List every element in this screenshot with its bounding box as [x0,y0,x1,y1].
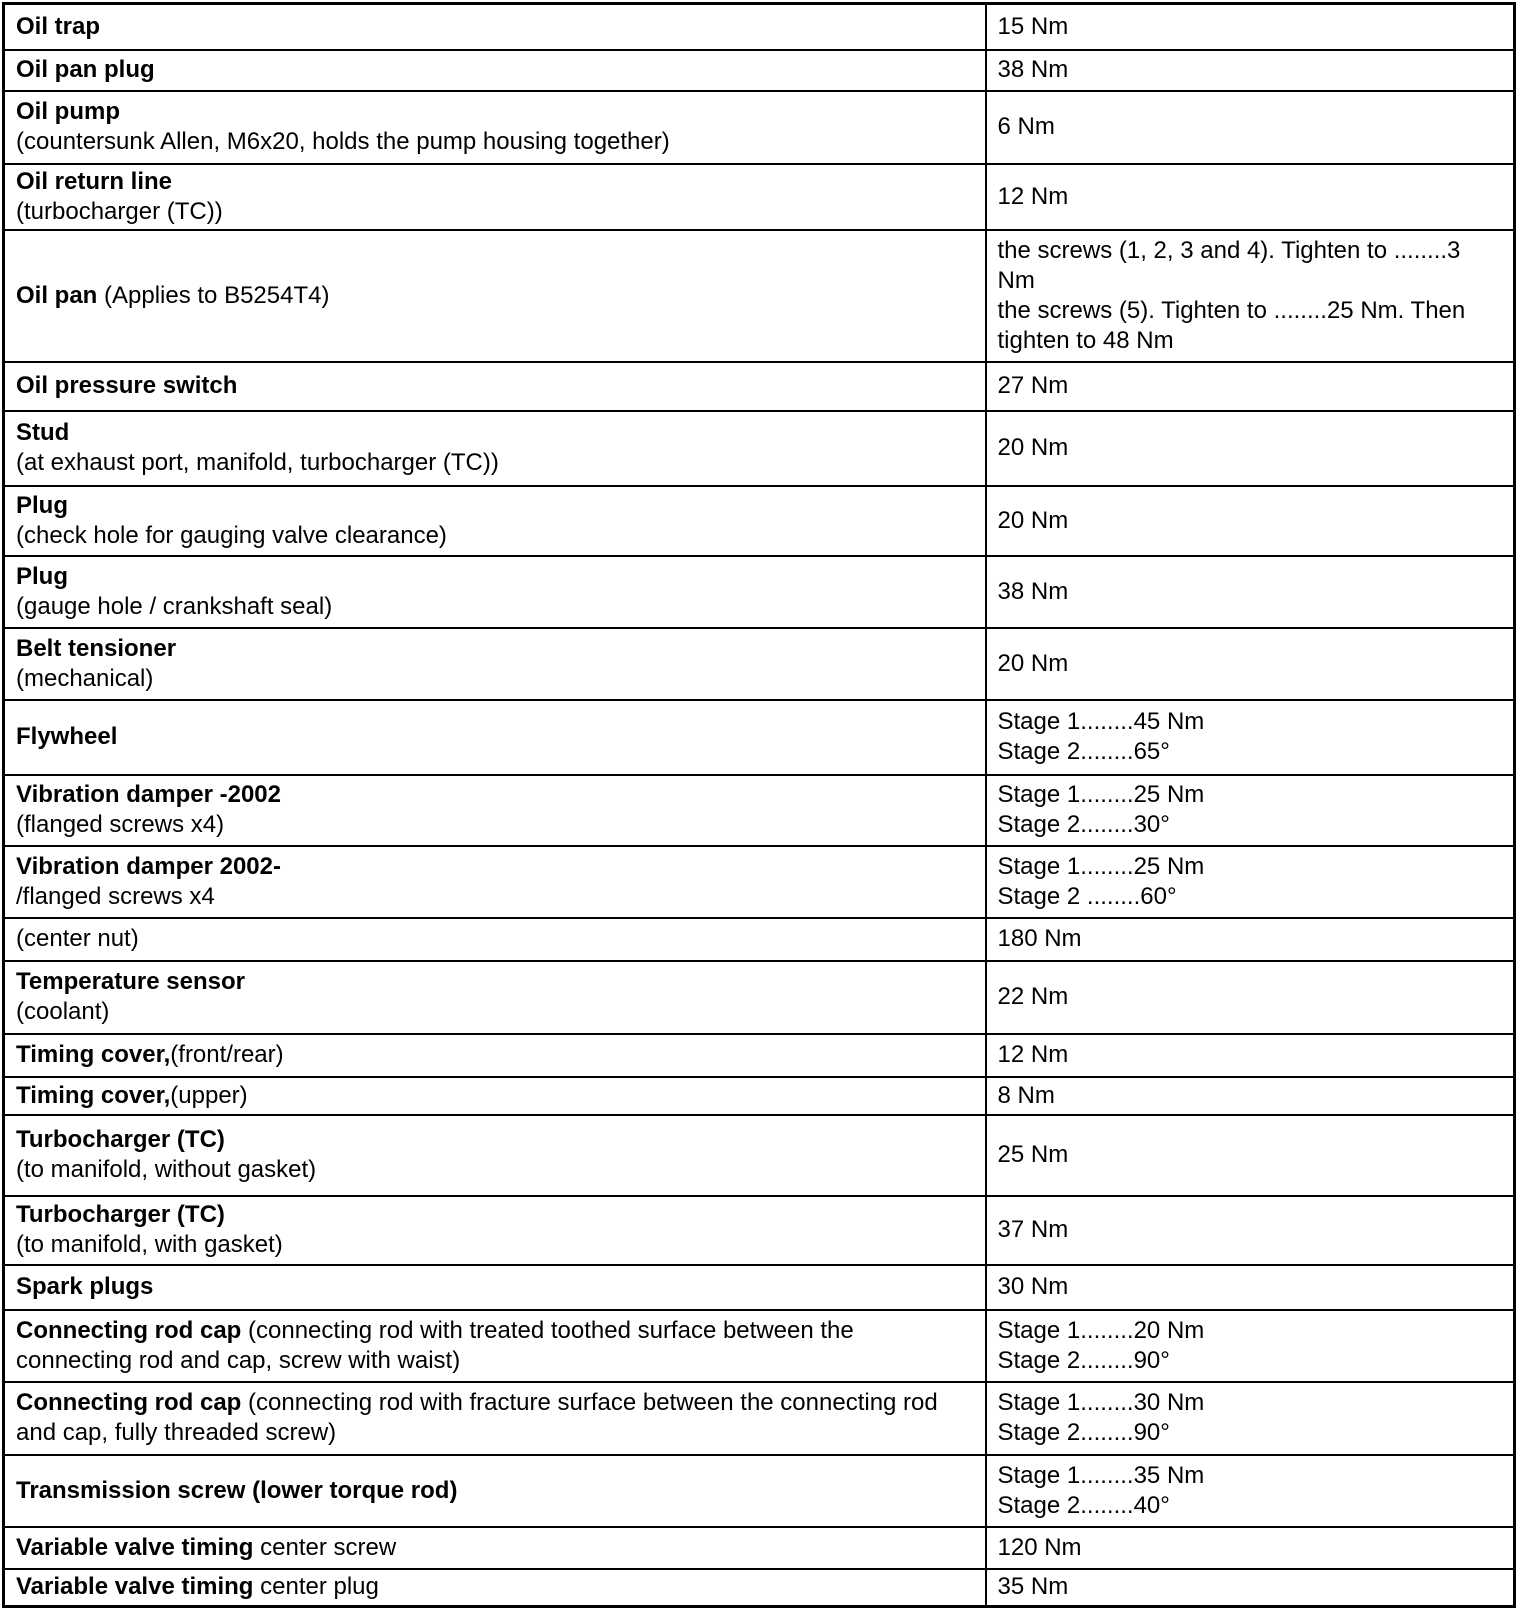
table-row [4,91,1515,164]
torque-cell [986,486,1515,556]
text-line [998,296,1506,326]
component-name-text: Variable valve timing [16,1533,254,1561]
torque-cell [986,700,1515,775]
text-line [16,1316,977,1346]
component-name-text: Oil trap [16,12,101,40]
component-name-text: Turbocharger (TC) [16,1201,225,1228]
table-row [4,846,1515,918]
description-text: (center nut) [16,925,139,952]
torque-cell [986,961,1515,1034]
component-cell [4,1527,986,1569]
component-name-text: Vibration damper 2002- [16,852,281,880]
text-line [16,97,977,127]
text-line [998,1215,1506,1245]
text-line [998,55,1506,85]
text-line [998,1346,1506,1376]
table-row [4,628,1515,700]
description-text: 8 Nm [997,1081,1055,1109]
component-name-text: Oil pressure switch [16,372,238,399]
text-line [998,266,1506,296]
text-line [998,1081,1506,1111]
text-line [16,634,977,664]
torque-cell [986,50,1515,91]
description-text: 25 Nm [997,1141,1069,1168]
component-cell [4,1455,986,1527]
text-line [998,1316,1506,1346]
description-text: 20 Nm [997,434,1069,461]
table-row [4,775,1515,846]
torque-cell [986,775,1515,846]
component-cell [4,775,986,846]
component-name-text: Stud [16,419,70,446]
description-text: (Applies to B5254T4) [97,281,330,309]
description-text: Stage 2 ........60° [997,882,1177,910]
torque-cell [986,1196,1515,1265]
description-text: (connecting rod with treated toothed surface between the [241,1316,854,1344]
component-cell [4,230,986,362]
description-text: (upper) [170,1081,248,1109]
component-name-text: Timing cover, [16,1081,171,1109]
table-row [4,362,1515,411]
component-cell [4,486,986,556]
description-text: 37 Nm [997,1216,1069,1243]
table-row [4,1455,1515,1527]
component-name-text: Connecting rod cap [16,1316,242,1344]
component-cell [4,556,986,628]
description-text: connecting rod and cap, screw with waist) [16,1346,461,1374]
description-text: Stage 1........45 Nm [997,708,1205,735]
description-text: and cap, fully threaded screw) [16,1419,337,1446]
table-row [4,1569,1515,1607]
text-line [998,371,1506,401]
description-text: 15 Nm [997,12,1069,40]
torque-cell [986,628,1515,700]
description-text: (countersunk Allen, M6x20, holds the pump housing together) [16,128,670,155]
description-text: (flanged screws x4) [16,811,225,838]
description-text: 38 Nm [997,577,1069,605]
description-text: (front/rear) [170,1041,284,1068]
text-line [16,1040,977,1070]
component-cell [4,1196,986,1265]
torque-cell [986,362,1515,411]
component-cell [4,1077,986,1115]
text-line [16,491,977,521]
text-line [16,780,977,810]
description-text: 22 Nm [997,983,1069,1010]
component-name-text: Turbocharger (TC) [16,1126,225,1153]
text-line [998,1040,1506,1070]
text-line [16,1476,977,1506]
description-text: Stage 1........25 Nm [997,852,1205,880]
text-line [998,506,1506,536]
description-text: 27 Nm [997,372,1069,399]
table-row [4,918,1515,961]
text-line [16,1272,977,1302]
text-line [16,967,977,997]
description-text: the screws (5). Tighten to ........25 Nm. Then [997,296,1466,324]
component-name-text: Transmission screw (lower torque rod) [16,1476,458,1504]
description-text: Nm [997,266,1035,294]
text-line [998,236,1506,266]
table-row [4,1382,1515,1455]
table-row [4,1527,1515,1569]
component-cell [4,961,986,1034]
text-line [16,852,977,882]
table-row [4,411,1515,486]
description-text: the screws (1, 2, 3 and 4). Tighten to ........3 [997,236,1461,264]
torque-cell [986,1527,1515,1569]
table-row [4,230,1515,362]
component-cell [4,1569,986,1607]
text-line [16,371,977,401]
component-name-text: Oil pan [16,281,98,309]
text-line [998,1572,1506,1602]
description-text: Stage 2........40° [997,1491,1170,1519]
text-line [16,562,977,592]
text-line [16,1533,977,1563]
description-text: 38 Nm [997,56,1069,83]
description-text: Stage 2........90° [997,1346,1170,1374]
component-name-text: Connecting rod cap [16,1389,242,1416]
text-line [16,197,977,227]
text-line [998,326,1506,356]
torque-cell [986,164,1515,230]
component-cell [4,91,986,164]
table-row [4,1265,1515,1310]
text-line [998,1272,1506,1302]
component-cell [4,1265,986,1310]
text-line [998,1491,1506,1521]
torque-cell [986,1455,1515,1527]
text-line [998,1388,1506,1418]
component-cell [4,4,986,50]
table-row [4,961,1515,1034]
description-text: Stage 2........30° [997,811,1170,838]
description-text: 120 Nm [997,1533,1082,1561]
description-text: 35 Nm [997,1573,1069,1601]
description-text: (to manifold, with gasket) [16,1231,283,1258]
text-line [998,12,1506,42]
torque-cell [986,411,1515,486]
text-line [16,722,977,752]
torque-cell [986,556,1515,628]
component-name-text: Vibration damper -2002 [16,781,281,808]
text-line [998,882,1506,912]
component-name-text: Plug [16,562,68,590]
text-line [998,810,1506,840]
text-line [998,649,1506,679]
torque-cell [986,1077,1515,1115]
component-name-text: Timing cover, [16,1041,171,1068]
text-line [16,592,977,622]
component-cell [4,846,986,918]
torque-cell [986,1382,1515,1455]
torque-spec-table [2,2,1516,1608]
text-line [998,707,1506,737]
description-text: Stage 2........65° [997,738,1170,765]
table-row [4,50,1515,91]
text-line [16,1155,977,1185]
table-row [4,1196,1515,1265]
torque-cell [986,4,1515,50]
torque-cell [986,1265,1515,1310]
description-text: 20 Nm [997,649,1069,677]
component-cell [4,362,986,411]
text-line [16,1125,977,1155]
description-text: Stage 1........25 Nm [997,781,1205,808]
component-cell [4,1034,986,1077]
description-text: (connecting rod with fracture surface between the connecting rod [241,1389,938,1416]
description-text: 12 Nm [997,182,1069,210]
text-line [16,281,977,311]
component-cell [4,1310,986,1382]
text-line [16,12,977,42]
text-line [998,1461,1506,1491]
text-line [16,882,977,912]
description-text: Stage 1........20 Nm [997,1316,1205,1344]
torque-cell [986,1569,1515,1607]
component-cell [4,700,986,775]
torque-cell [986,1034,1515,1077]
text-line [16,1200,977,1230]
description-text: 6 Nm [997,113,1055,140]
torque-table-body [4,4,1515,1607]
torque-cell [986,1310,1515,1382]
torque-cell [986,1115,1515,1196]
torque-cell [986,230,1515,362]
text-line [998,737,1506,767]
table-row [4,1034,1515,1077]
text-line [998,1140,1506,1170]
table-row [4,1077,1515,1115]
table-row [4,1115,1515,1196]
description-text: Stage 2........90° [997,1419,1170,1446]
description-text: (coolant) [16,998,110,1025]
component-cell [4,628,986,700]
table-row [4,700,1515,775]
description-text: Stage 1........30 Nm [997,1389,1205,1416]
component-name-text: Variable valve timing [16,1573,254,1601]
component-name-text: Plug [16,491,68,519]
text-line [16,810,977,840]
description-text: (mechanical) [16,664,154,692]
text-line [16,1572,977,1602]
text-line [998,182,1506,212]
description-text: /flanged screws x4 [16,882,215,910]
text-line [998,982,1506,1012]
component-name-text: Temperature sensor [16,968,245,995]
description-text: 180 Nm [997,925,1082,952]
text-line [998,1418,1506,1448]
text-line [16,1081,977,1111]
description-text: center plug [253,1573,379,1601]
component-name-text: Belt tensioner [16,634,177,662]
component-name-text: Flywheel [16,723,118,750]
torque-cell [986,91,1515,164]
text-line [16,1346,977,1376]
description-text: tighten to 48 Nm [997,326,1174,354]
text-line [16,924,977,954]
table-row [4,1310,1515,1382]
text-line [16,521,977,551]
description-text: Stage 1........35 Nm [997,1461,1205,1489]
component-cell [4,1115,986,1196]
description-text: 12 Nm [997,1041,1069,1068]
description-text: (check hole for gauging valve clearance) [16,521,447,549]
text-line [16,664,977,694]
table-row [4,486,1515,556]
component-name-text: Spark plugs [16,1273,154,1300]
component-cell [4,1382,986,1455]
component-name-text: Oil pan plug [16,56,155,83]
table-row [4,4,1515,50]
text-line [998,433,1506,463]
text-line [998,852,1506,882]
text-line [998,780,1506,810]
table-row [4,556,1515,628]
text-line [16,1388,977,1418]
description-text: (to manifold, without gasket) [16,1156,317,1183]
description-text: 20 Nm [997,506,1069,534]
text-line [16,1230,977,1260]
text-line [16,1418,977,1448]
description-text: (gauge hole / crankshaft seal) [16,592,333,620]
text-line [16,55,977,85]
component-cell [4,50,986,91]
component-cell [4,918,986,961]
component-cell [4,164,986,230]
torque-cell [986,918,1515,961]
text-line [16,167,977,197]
text-line [998,577,1506,607]
description-text: (at exhaust port, manifold, turbocharger (TC)) [16,449,499,476]
torque-cell [986,846,1515,918]
description-text: center screw [253,1533,397,1561]
component-name-text: Oil return line [16,167,173,195]
component-cell [4,411,986,486]
description-text: (turbocharger (TC)) [16,197,223,225]
text-line [16,997,977,1027]
description-text: 30 Nm [997,1273,1069,1300]
text-line [16,448,977,478]
text-line [998,1533,1506,1563]
text-line [998,112,1506,142]
component-name-text: Oil pump [16,98,120,125]
text-line [998,924,1506,954]
text-line [16,418,977,448]
text-line [16,127,977,157]
table-row [4,164,1515,230]
